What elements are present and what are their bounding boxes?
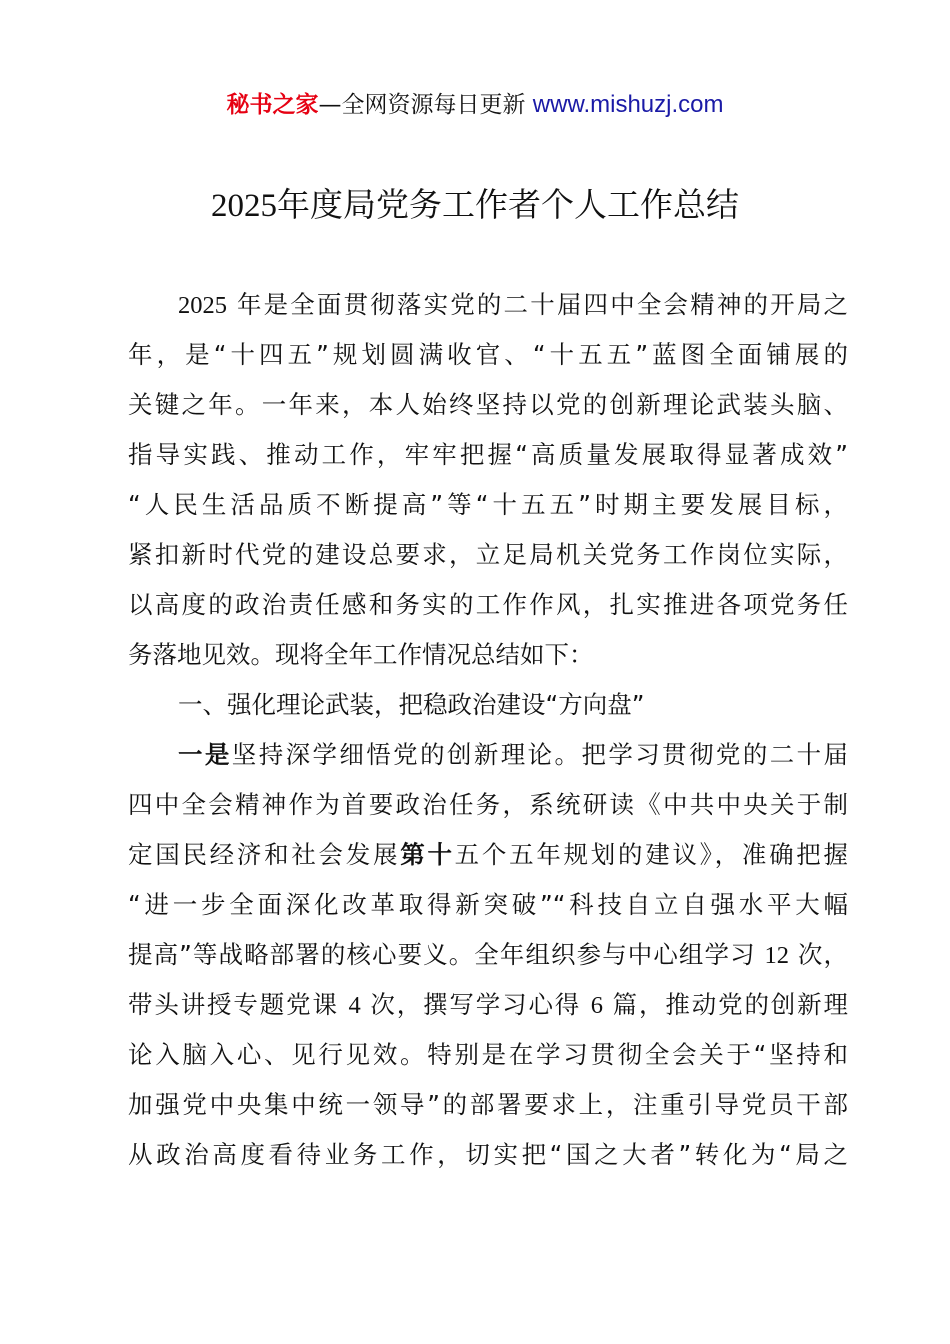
paragraph-line	[128, 630, 848, 680]
paragraph-line	[128, 930, 848, 980]
paragraph-line	[128, 280, 848, 330]
paragraph-line	[128, 1080, 848, 1130]
line-text: 论入脑入心、见行见效。特别是在学习贯彻全会关于“坚持和	[128, 1040, 848, 1069]
line-text: 次，	[789, 940, 848, 969]
line-text: “人民生活品质不断提高”等“十五五”时期主要发展目标，	[128, 490, 848, 519]
line-text: 指导实践、推动工作，牢牢把握“高质量发展取得显著成效”	[128, 440, 848, 469]
bold-text: 一是	[178, 740, 232, 769]
line-text: 定国民经济和社会发展	[128, 840, 401, 869]
line-text: 提高”等战略部署的核心要义。全年组织参与中心组学习	[128, 940, 765, 969]
paragraph-line	[128, 1030, 848, 1080]
line-text: 关键之年。一年来，本人始终坚持以党的创新理论武装头脑、	[128, 390, 848, 419]
line-text: 四中全会精神作为首要政治任务，系统研读《中共中央关于制	[128, 790, 848, 819]
site-url-link[interactable]: www.mishuzj.com	[532, 91, 724, 118]
paragraph-line	[128, 680, 848, 730]
paragraph-line	[128, 380, 848, 430]
line-text: 坚持深学细悟党的创新理论。把学习贯彻党的二十届	[231, 740, 848, 769]
line-text: 紧扣新时代党的建设总要求，立足局机关党务工作岗位实际，	[128, 540, 848, 569]
document-body	[128, 280, 848, 1180]
paragraph-line	[128, 780, 848, 830]
line-text: 篇，推动党的创新理	[603, 990, 848, 1019]
line-text: 五个五年规划的建议》，准确把握	[454, 840, 848, 869]
paragraph-line	[128, 830, 848, 880]
number-text: 2025	[178, 292, 227, 319]
line-text: “进一步全面深化改革取得新突破”“科技自立自强水平大幅	[128, 890, 848, 919]
paragraph-line	[128, 530, 848, 580]
paragraph-line	[128, 730, 848, 780]
paragraph-line	[128, 980, 848, 1030]
paragraph-line	[128, 330, 848, 380]
number-text: 6	[590, 992, 604, 1019]
brand-name: 秘书之家	[226, 92, 319, 118]
site-header	[0, 88, 950, 122]
paragraph-line	[128, 880, 848, 930]
line-text: 以高度的政治责任感和务实的工作作风，扎实推进各项党务任	[128, 590, 848, 619]
bold-text: 第十	[400, 840, 455, 869]
paragraph-line	[128, 1130, 848, 1180]
line-text: 次，撰写学习心得	[360, 990, 591, 1019]
line-text: 务落地见效。现将全年工作情况总结如下：	[128, 640, 594, 669]
number-text: 4	[348, 992, 361, 1019]
line-text: 年是全面贯彻落实党的二十届四中全会精神的开局之	[227, 290, 848, 319]
line-text: 从政治高度看待业务工作，切实把“国之大者”转化为“局之	[128, 1140, 848, 1169]
line-text: 加强党中央集中统一领导”的部署要求上，注重引导党员干部	[128, 1090, 848, 1119]
paragraph-line	[128, 430, 848, 480]
title-text: 年度局党务工作者个人工作总结	[277, 185, 739, 224]
line-text: 一、强化理论武装，把稳政治建设“方向盘”	[178, 690, 645, 719]
paragraph-line	[128, 580, 848, 630]
number-text: 12	[764, 942, 790, 969]
paragraph-line	[128, 480, 848, 530]
title-year: 2025	[211, 188, 277, 224]
header-tagline: —全网资源每日更新	[318, 92, 533, 118]
line-text: 年，是“十四五”规划圆满收官、“十五五”蓝图全面铺展的	[128, 340, 848, 369]
document-title	[0, 182, 950, 229]
line-text: 带头讲授专题党课	[128, 990, 349, 1019]
